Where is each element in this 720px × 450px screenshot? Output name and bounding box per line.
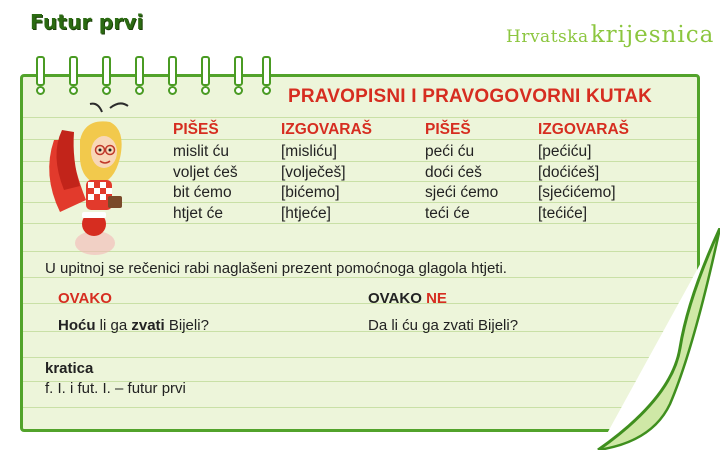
table-cell: voljet ćeš [173,163,238,181]
section-title: PRAVOPISNI I PRAVOGOVORNI KUTAK [288,86,653,107]
incorrect-heading-a: OVAKO [368,290,422,307]
binding-ring [36,56,45,96]
table-column [538,121,629,225]
table-cell: sjeći ćemo [425,184,499,201]
incorrect-heading [368,290,447,307]
binding-ring [201,56,210,96]
grammar-note: U upitnoj se rečenici rabi naglašeni prezent pomoćnoga glagola htjeti. [45,260,507,277]
table-column [173,121,238,225]
incorrect-heading-b: NE [426,290,447,307]
binding-ring [135,56,144,96]
incorrect-example: Da li ću ga zvati Bijeli? [368,317,519,334]
table-cell: [tećiće] [538,204,588,222]
table-cell: teći će [425,204,470,222]
binding-ring [69,56,78,96]
brand-logo [506,22,714,48]
abbreviation-text: f. I. i fut. I. – futur prvi [45,380,186,397]
table-cell: [sjećićemo] [538,184,616,201]
table-cell: mislit ću [173,143,229,160]
brand-part-1: Hrvatska [506,27,589,47]
ex-bold-1: Hoću [58,317,96,334]
correct-heading: OVAKO [58,290,112,307]
page-curl-corner [560,228,720,450]
table-cell: [misliću] [281,143,337,160]
table-cell: [volječeš] [281,163,346,181]
table-column [425,121,498,225]
table-cell: [pećiću] [538,143,592,160]
table-column [281,121,372,225]
table-cell: [bićemo] [281,184,340,201]
firefly-mascot-illustration [40,100,150,260]
column-header: PIŠEŠ [425,121,471,138]
brand-part-2: krijesnica [590,22,715,48]
table-cell: [doćićeš] [538,163,600,181]
binding-ring [102,56,111,96]
column-header: PIŠEŠ [173,121,219,138]
table-cell: bit ćemo [173,184,232,201]
binding-ring [234,56,243,96]
slide-title: Futur prvi [30,10,144,34]
table-cell: [htjeće] [281,204,331,222]
column-header: IZGOVARAŠ [281,121,372,138]
binding-ring [262,56,271,96]
table-cell: doći ćeš [425,163,482,181]
ex-bold-2: zvati [131,317,165,334]
table-cell: htjet će [173,204,223,222]
table-cell: peći ću [425,143,475,160]
column-header: IZGOVARAŠ [538,121,629,138]
abbreviation-title: kratica [45,360,94,377]
ex-mid: li ga [95,317,132,334]
binding-ring [168,56,177,96]
correct-example [58,317,209,334]
ex-end: Bijeli? [164,317,209,334]
